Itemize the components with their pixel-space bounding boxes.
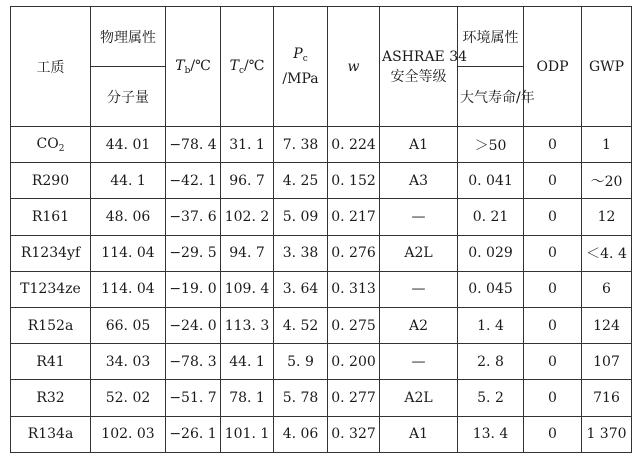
cell-acentric-factor: 0. 217 — [328, 199, 380, 235]
cell-odp: 0 — [524, 416, 582, 452]
header-boiling-temp — [166, 7, 221, 127]
cell-substance: R41 — [11, 344, 91, 380]
cell-critical-temp: 44. 1 — [221, 344, 274, 380]
cell-odp: 0 — [524, 163, 582, 199]
header-critical-pressure — [274, 7, 328, 127]
header-boiling-temp-symbol: T — [175, 57, 185, 74]
header-substance: 工质 — [11, 7, 91, 127]
header-physical-properties: 物理属性 — [91, 7, 166, 67]
cell-odp: 0 — [524, 271, 582, 307]
cell-gwp: 716 — [582, 380, 632, 416]
cell-acentric-factor: 0. 275 — [328, 307, 380, 343]
cell-critical-pressure: 3. 38 — [274, 235, 328, 271]
cell-substance — [11, 127, 91, 163]
cell-critical-temp: 78. 1 — [221, 380, 274, 416]
cell-critical-temp: 96. 7 — [221, 163, 274, 199]
cell-critical-temp: 101. 1 — [221, 416, 274, 452]
cell-boiling-temp: −24. 0 — [166, 307, 221, 343]
cell-odp: 0 — [524, 307, 582, 343]
cell-atmospheric-lifetime: 5. 2 — [458, 380, 524, 416]
cell-ashrae-safety: A1 — [380, 416, 458, 452]
cell-critical-pressure: 4. 25 — [274, 163, 328, 199]
header-acentric-factor: w — [328, 7, 380, 127]
cell-gwp: 1 370 — [582, 416, 632, 452]
cell-critical-temp: 94. 7 — [221, 235, 274, 271]
substance-subscript: 2 — [58, 143, 65, 154]
header-boiling-temp-subscript: b — [184, 65, 191, 76]
cell-ashrae-safety: — — [380, 344, 458, 380]
header-ashrae-safety — [380, 7, 468, 127]
cell-substance: R161 — [11, 199, 91, 235]
cell-substance: R134a — [11, 416, 91, 452]
refrigerant-properties-table — [10, 6, 632, 453]
cell-critical-pressure: 5. 78 — [274, 380, 328, 416]
cell-critical-pressure: 7. 38 — [274, 127, 328, 163]
table-row — [11, 416, 632, 452]
header-boiling-temp-unit: /℃ — [190, 57, 211, 74]
cell-critical-temp: 31. 1 — [221, 127, 274, 163]
cell-gwp: ＜4. 4 — [582, 235, 632, 271]
cell-molar-mass: 44. 01 — [91, 127, 166, 163]
cell-ashrae-safety: — — [380, 199, 458, 235]
table-row — [11, 199, 632, 235]
cell-substance: R1234yf — [11, 235, 91, 271]
header-atmospheric-lifetime: 大气寿命/年 — [458, 67, 524, 127]
table-row — [11, 163, 632, 199]
cell-ashrae-safety: A2L — [380, 235, 458, 271]
cell-critical-pressure: 4. 52 — [274, 307, 328, 343]
cell-boiling-temp: −29. 5 — [166, 235, 221, 271]
table-row — [11, 344, 632, 380]
cell-substance: T1234ze — [11, 271, 91, 307]
table-row — [11, 127, 632, 163]
table-row — [11, 380, 632, 416]
cell-atmospheric-lifetime: 1. 4 — [458, 307, 524, 343]
cell-substance: R32 — [11, 380, 91, 416]
cell-odp: 0 — [524, 380, 582, 416]
cell-acentric-factor: 0. 200 — [328, 344, 380, 380]
header-environmental-properties: 环境属性 — [458, 7, 524, 67]
cell-molar-mass: 52. 02 — [91, 380, 166, 416]
cell-critical-temp: 102. 2 — [221, 199, 274, 235]
refrigerant-table-container — [10, 6, 632, 453]
cell-boiling-temp: −26. 1 — [166, 416, 221, 452]
cell-atmospheric-lifetime: 0. 045 — [458, 271, 524, 307]
cell-gwp: ～20 — [582, 163, 632, 199]
cell-ashrae-safety: A2L — [380, 380, 458, 416]
cell-acentric-factor: 0. 276 — [328, 235, 380, 271]
cell-boiling-temp: −19. 0 — [166, 271, 221, 307]
cell-odp: 0 — [524, 127, 582, 163]
cell-boiling-temp: −78. 4 — [166, 127, 221, 163]
cell-ashrae-safety: A3 — [380, 163, 458, 199]
cell-odp: 0 — [524, 199, 582, 235]
cell-critical-pressure: 3. 64 — [274, 271, 328, 307]
header-molar-mass: 分子量 — [91, 67, 166, 127]
cell-critical-temp: 109. 4 — [221, 271, 274, 307]
cell-molar-mass: 114. 04 — [91, 271, 166, 307]
cell-acentric-factor: 0. 152 — [328, 163, 380, 199]
cell-molar-mass: 114. 04 — [91, 235, 166, 271]
cell-acentric-factor: 0. 277 — [328, 380, 380, 416]
cell-gwp: 12 — [582, 199, 632, 235]
cell-ashrae-safety: — — [380, 271, 458, 307]
cell-molar-mass: 48. 06 — [91, 199, 166, 235]
cell-critical-pressure: 5. 09 — [274, 199, 328, 235]
cell-molar-mass: 102. 03 — [91, 416, 166, 452]
cell-odp: 0 — [524, 344, 582, 380]
cell-gwp: 107 — [582, 344, 632, 380]
cell-critical-pressure: 4. 06 — [274, 416, 328, 452]
header-critical-temp — [221, 7, 274, 127]
header-gwp: GWP — [582, 7, 632, 127]
substance-name: CO — [36, 135, 59, 152]
header-critical-pressure-unit: /MPa — [282, 71, 319, 87]
cell-boiling-temp: −78. 3 — [166, 344, 221, 380]
cell-boiling-temp: −51. 7 — [166, 380, 221, 416]
cell-substance: R152a — [11, 307, 91, 343]
cell-odp: 0 — [524, 235, 582, 271]
header-ashrae-line2: 安全等级 — [390, 68, 447, 85]
cell-boiling-temp: −37. 6 — [166, 199, 221, 235]
cell-atmospheric-lifetime: 13. 4 — [458, 416, 524, 452]
cell-atmospheric-lifetime: ＞50 — [458, 127, 524, 163]
cell-atmospheric-lifetime: 0. 21 — [458, 199, 524, 235]
cell-ashrae-safety: A2 — [380, 307, 458, 343]
cell-molar-mass: 66. 05 — [91, 307, 166, 343]
cell-gwp: 6 — [582, 271, 632, 307]
header-critical-temp-symbol: T — [229, 57, 239, 74]
header-critical-temp-subscript: c — [238, 65, 244, 76]
cell-ashrae-safety: A1 — [380, 127, 458, 163]
table-row — [11, 307, 632, 343]
header-odp: ODP — [524, 7, 582, 127]
cell-substance: R290 — [11, 163, 91, 199]
header-critical-pressure-subscript: c — [302, 54, 308, 64]
cell-critical-pressure: 5. 9 — [274, 344, 328, 380]
header-critical-pressure-symbol: P — [293, 46, 303, 62]
cell-atmospheric-lifetime: 2. 8 — [458, 344, 524, 380]
cell-critical-temp: 113. 3 — [221, 307, 274, 343]
cell-acentric-factor: 0. 313 — [328, 271, 380, 307]
cell-molar-mass: 34. 03 — [91, 344, 166, 380]
cell-gwp: 124 — [582, 307, 632, 343]
header-ashrae-line1: ASHRAE 34 — [382, 48, 468, 65]
cell-boiling-temp: −42. 1 — [166, 163, 221, 199]
table-row — [11, 271, 632, 307]
cell-atmospheric-lifetime: 0. 029 — [458, 235, 524, 271]
header-critical-temp-unit: /℃ — [244, 57, 265, 74]
table-row — [11, 235, 632, 271]
cell-acentric-factor: 0. 327 — [328, 416, 380, 452]
cell-acentric-factor: 0. 224 — [328, 127, 380, 163]
cell-molar-mass: 44. 1 — [91, 163, 166, 199]
cell-atmospheric-lifetime: 0. 041 — [458, 163, 524, 199]
cell-gwp: 1 — [582, 127, 632, 163]
